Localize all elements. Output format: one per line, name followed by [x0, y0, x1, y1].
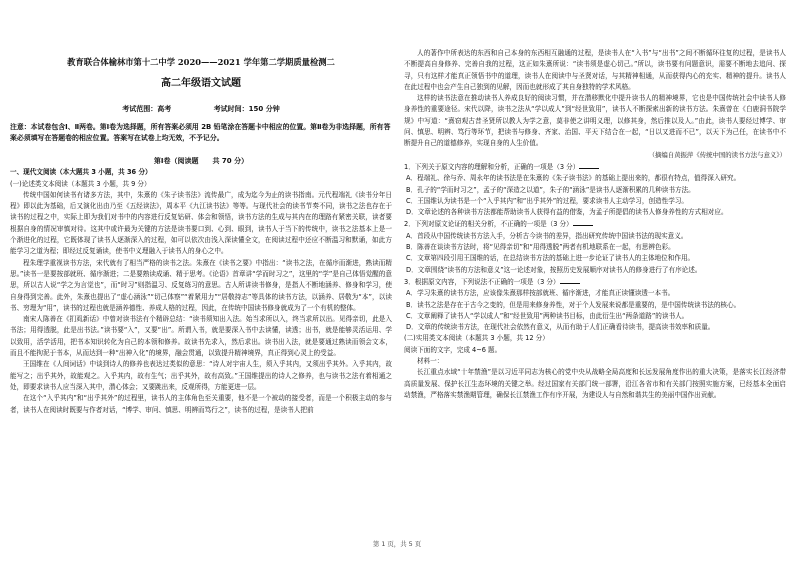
answer-blank[interactable]: [573, 218, 593, 226]
material-label: 材料一：: [417, 357, 444, 366]
exam-title-line1: 教育联合体榆林市第十二中学 2020——2021 学年第二学期质量检测二: [67, 57, 335, 67]
question-option: A．程端礼、徐与乔、周永年的读书法是在朱熹的《朱子读书法》的基础上提出来的，都很有特点，值得深入研究。: [406, 174, 741, 183]
question-option: C．文章阐释了读书人“学以成人”和“经世致用”两种读书目标，由此衍生出“两条道路”的读书人。: [406, 311, 689, 320]
question-option: B．读书之法是存在于古今之变的，但是用来修身养性，对于个人发展来说都是重要的，是中国传统读书法的核心。: [406, 300, 741, 309]
article-paragraph: 传统中国如何读书有诸多方法，其中，朱熹的《朱子读书法》流传最广，成为迄今为止的读书指南。元代程端礼《读书分年日程》即以此为基础，后又演化出由乃至《五经读法》，周本平《九江读书法》等等。与现代社会的读书节奏不同，读书之法也存在于读书的过程之中，实际上即为我们对书中的内容进行反复钻研、体会和领悟，读书方法的生成与其内在的理路有紧密关联，读者要根据自身的情况审慎对待。这其中或许最为关键的方法是读书要口到、心到、眼到，读书人于当下的传统中，读书之法基本上是一个渐进化的过程，它既体现了读书人逐渐深入的过程，如可以依次由浅入深读懂全文，在阅读过程中还应不断温习和默诵，如此方能学习之道为程；即经过反复诵读，使书中义理融入于读书人的身心之中。: [10, 190, 392, 256]
question-option: D．文章的传统读书方法，在现代社会依然有意义，从而有助于人们正确看待读书，提高读书效率和质量。: [406, 323, 715, 332]
material-paragraph: 长江重点水域“十年禁渔”是以习近平同志为核心的党中央从战略全局高度和长远发展角度作出的重大决策，是落实长江经济带高质量发展、保护长江生态环境的关键之举。经过国家有关部门统一部署，沿江各省市和有关部门按照实施方案，已经基本全面启动禁渔，严格落实禁渔期管理，确保长江禁渔工作有序开展，为建设人与自然和谐共生的美丽中国作出贡献。: [404, 368, 786, 399]
page-footer: 第 1 页，共 5 页: [372, 540, 422, 548]
question-option: B．孔子的“学而时习之”，孟子的“深造之以道”，朱子的“涵泳”是读书人逐渐积累的几种读书方法。: [406, 185, 695, 194]
article-source: （摘编自黄振萍《传统中国的读书方法与意义》）: [648, 150, 786, 159]
exam-notice: 注意：本试卷包含Ⅰ、Ⅱ两卷。第Ⅰ卷为选择题，所有答案必须用 2B 铅笔涂在答题卡中相应的位置。第Ⅱ卷为非选择题，所有答案必须填写在答题卷的相应位置。答案写在试卷上均无效，不予记分。: [10, 123, 391, 142]
question-1: 1．下列关于原文内容的理解和分析，正确的一项是（3 分）: [404, 161, 786, 173]
left-body: [10, 156, 392, 416]
answer-blank[interactable]: [579, 161, 599, 169]
subsection-heading: (一)论述类文本阅读（本题共 3 小题，共 9 分）: [10, 179, 151, 188]
left-column: [8, 0, 394, 561]
exam-scope: 考试范围：高考: [122, 105, 172, 113]
answer-blank[interactable]: [560, 276, 580, 284]
subsection-desc: 阅读下面的文字，完成 4~6 题。: [404, 345, 502, 354]
question-option: A．学习朱熹的读书方法，应该像朱熹那样按部就班、循序渐进，才能真正读懂读透一本书。: [406, 289, 675, 298]
question-option: A．首段从中国传统读书方法入手，分析古今读书的差异，指出研究传统中国读书法的现实意义。: [406, 231, 688, 240]
question-option: C．文章第四段引用王国维的话，在总结读书方法的基础上进一步论证了读书人的主体地位和作用。: [406, 254, 695, 263]
article-paragraph: 南宋人陈善在《扪虱新话》中曾对读书法有个精辟总结：“读书须知出入法。始当求所以入，终当求所以出。见得亲切，此是入书法；用得透脱，此是出书法。”读书要“入”，又要“出”。所谓入书，就是要深入书中去读懂，读透；出书，就是能够灵活运用、学以致用，活学活用，把书本知识转化为自己的本领和修养。故读书先求入，然后求出。读书出入法，就是要通过熟读而领会文本，而且不能拘泥于书本，从而达到一种“出神入化”的境界，融会贯通，以致提升精神境界，真正得到心灵上的受益。: [10, 315, 392, 358]
right-body: [404, 48, 786, 401]
article-paragraph: 人的著作中所表达的东西和自己本身的东西相互融通的过程，是读书人在“入书”与“出书”之间不断循环往复的过程，是读书人不断提高自身修养、完善自我的过程，这正如朱熹所说：“读书须是虚心切己。”所以，读书要有问题意识，需要不断地去追问、探寻，只有这样才能真正领悟书中的道理，读书人在阅读中与圣贤对话，与其精神相通，从而获得内心的充实、精神的提升。读书人在此过程中也会产生自己独到的见解，因而也就形成了其自身独特的学术风格。: [404, 49, 786, 91]
article-paragraph: 王国维在《人间词话》中谈到诗人的修养也表达过类似的意思：“诗人对宇宙人生，须入乎其内，又须出乎其外。入乎其内，故能写之；出乎其外，故能观之。入乎其内，故有生气；出乎其外，故有高致。”王国维提出的诗人之修养，也与读书之法有着相通之处，即要求读书人应当深入其中，潜心体会；又要跳出来，反观所得，方能更进一层。: [10, 360, 392, 391]
question-2: 2．下列对原文论证的相关分析，不正确的一项是（3 分）: [404, 218, 786, 230]
article-paragraph: 在这个“入乎其内”和“出乎其外”的过程里，读书人的主体角色至关重要，他不是一个被动的接受者，而是一个积极主动的参与者，读书人在阅读时既要与作者对话，“博学、审问、慎思、明辨而笃行之”，读书的过程，是读书人把前: [10, 394, 392, 414]
section-heading: 一、现代文阅读（本大题共 3 小题，共 36 分）: [10, 168, 152, 177]
exam-time: 考试时间：150 分钟: [213, 105, 280, 113]
question-option: C．王国维认为读书是一个“入乎其内”和“出乎其外”的过程，要求读书人主动学习，创造性学习。: [406, 196, 689, 205]
subsection-heading: (二)实用类文本阅读（本题共 3 小题，共 12 分）: [404, 334, 549, 343]
article-paragraph: 程朱理学重视读书方法，宋代就有了相当严格的读书之法。朱熹在《读书之要》中指出：“读书之法，在循序而渐进，熟读而精思。”读书一是要按部就班、循序渐进；二是要熟读成诵、精于思考。《论语》首章讲“学而时习之”，这里的“学”是自己体悟觉醒的意思，所以古人说“学之为言觉也”，而“时习”则指温习、反复练习的意思。古人所讲读书修身，是指人不断地涵养、修身和学习，使自身得到完善。此外，朱熹也提出了“虚心涵泳”“切己体察”“着紧用力”“居敬持志”等具体的读书方法，以涵养、居敬为“本”，以读书、穷理为“用”，读书的过程也就是涵养德性、养成人格的过程，因此，在传统中国读书修身就成为了一个有机的整体。: [10, 258, 392, 312]
question-option: D．文章论述的各种读书方法都能帮助读书人获得有益的借鉴，为孟子所提倡的读书人修身养性的方式相对应。: [406, 208, 728, 217]
right-column: [402, 0, 788, 561]
exam-meta: [8, 104, 394, 114]
volume-heading: 第Ⅰ卷（阅读题 共 70 分）: [153, 157, 249, 165]
exam-title-line2: 高二年级语文试题: [161, 78, 241, 89]
question-option: D．文章围绕“读书的方法和意义”这一论述对象，按照历史发展顺序对读书人的修身进行了有序论述。: [406, 265, 702, 274]
article-paragraph: 这样的读书法意在推动读书人养成良好的阅读习惯，并在潜移默化中提升读书人的精神境界，它也是中国传统社会中读书人修身养性的重要途径。宋代以降，读书之法从“学以成人”到“经世致用”，读书人不断探索出新的读书方法。朱熹曾在《白鹿洞书院学规》中写道：“熹窃观古昔圣贤所以教人为学之意，莫非使之讲明义理，以修其身，然后推以及人。”由此，读书人要经过博学、审问、慎思、明辨、笃行等环节，把读书与修身、齐家、治国、平天下结合在一起，“日以又进而不已”，以天下为己任，在读书中不断提升自己的道德修养，实现自身的人生价值。: [404, 94, 786, 148]
question-option: B．陈善在谈读书方法时，将“见得亲切”和“用得透脱”两者有机地联系在一起，有思辨色彩。: [406, 243, 675, 252]
question-3: 3．根据原文内容，下列说法不正确的一项是（3 分）: [404, 276, 786, 288]
